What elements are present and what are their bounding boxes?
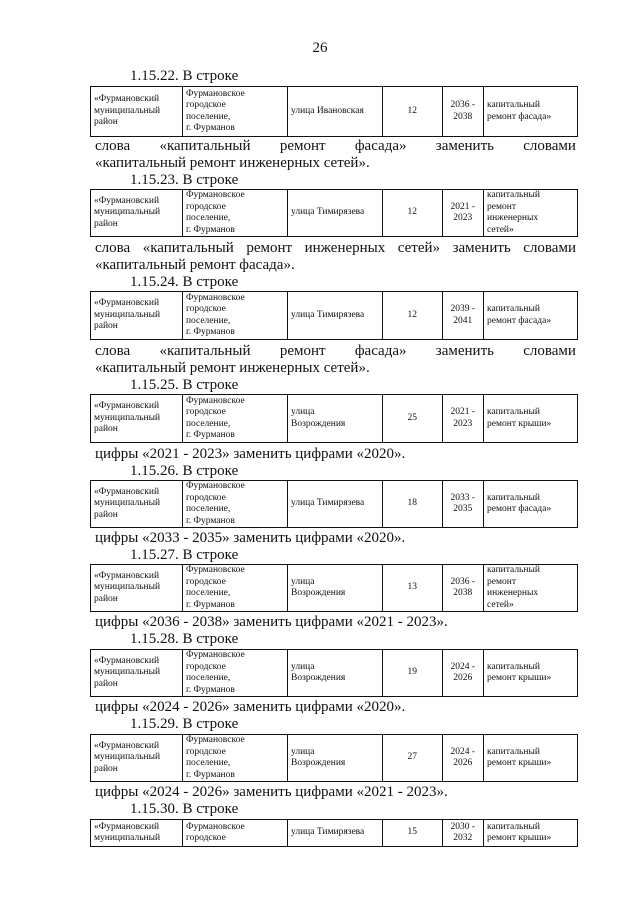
years-cell: 2036 - 2038 bbox=[450, 100, 476, 122]
house-cell: 27 bbox=[407, 752, 418, 763]
amendment-table bbox=[90, 480, 578, 528]
amendment-table bbox=[90, 819, 578, 847]
years-cell: 2021 - 2023 bbox=[450, 407, 476, 429]
district-cell: «Фурмановский муниципальный район bbox=[94, 195, 161, 229]
work-cell: капитальный ремонт крыши» bbox=[487, 407, 552, 429]
amendment-heading: 1.15.24. В строке bbox=[130, 274, 239, 290]
street-cell: улица Тимирязева bbox=[291, 827, 365, 838]
amendment-text-line: цифры «2024 - 2026» заменить цифрами «2021 - 2023». bbox=[95, 784, 448, 800]
settlement-cell: Фурмановское городское поселение, г. Фурманов bbox=[185, 650, 245, 695]
street-cell: улица Тимирязева bbox=[291, 309, 365, 320]
street-cell: улица Возрождения bbox=[291, 407, 346, 429]
street-cell: улица Тимирязева bbox=[291, 207, 365, 218]
table-row bbox=[91, 735, 578, 782]
table-row bbox=[91, 87, 578, 137]
amendment-text-line: слова «капитальный ремонт фасада» заменить словами bbox=[95, 343, 576, 359]
house-cell: 15 bbox=[407, 827, 418, 838]
amendment-heading: 1.15.23. В строке bbox=[130, 172, 239, 188]
years-cell: 2036 - 2038 bbox=[450, 576, 476, 598]
amendment-heading: 1.15.25. В строке bbox=[130, 377, 239, 393]
settlement-cell: Фурмановское городское поселение, г. Фурманов bbox=[185, 565, 245, 610]
years-cell: 2021 - 2023 bbox=[450, 201, 476, 223]
house-cell: 18 bbox=[407, 498, 418, 509]
amendment-text-line: цифры «2033 - 2035» заменить цифрами «2020». bbox=[95, 530, 406, 546]
district-cell: «Фурмановский муниципальный район bbox=[94, 94, 161, 128]
work-cell: капитальный ремонт инженерных сетей» bbox=[487, 190, 540, 235]
table-row bbox=[91, 565, 578, 612]
table-row bbox=[91, 481, 578, 528]
amendment-table bbox=[90, 291, 578, 340]
district-cell: «Фурмановский муниципальный район bbox=[94, 486, 161, 520]
years-cell: 2024 - 2026 bbox=[450, 661, 476, 683]
amendment-heading: 1.15.26. В строке bbox=[130, 463, 239, 479]
settlement-cell: Фурмановское городское поселение, г. Фурманов bbox=[185, 190, 245, 235]
amendment-text-line: «капитальный ремонт фасада». bbox=[95, 257, 295, 273]
house-cell: 19 bbox=[407, 667, 418, 678]
amendment-heading: 1.15.22. В строке bbox=[130, 68, 239, 84]
amendment-heading: 1.15.29. В строке bbox=[130, 716, 239, 732]
settlement-cell: Фурмановское городское поселение, г. Фурманов bbox=[185, 395, 245, 440]
amendment-heading: 1.15.27. В строке bbox=[130, 547, 239, 563]
years-cell: 2024 - 2026 bbox=[450, 746, 476, 768]
amendment-text-line: слова «капитальный ремонт фасада» заменить словами bbox=[95, 138, 576, 154]
amendment-text-line: цифры «2036 - 2038» заменить цифрами «2021 - 2023». bbox=[95, 614, 448, 630]
amendment-table bbox=[90, 86, 578, 137]
settlement-cell: Фурмановское городское поселение, г. Фурманов bbox=[185, 481, 245, 526]
amendment-table bbox=[90, 649, 578, 697]
district-cell: «Фурмановский муниципальный район bbox=[94, 401, 161, 435]
amendment-text-line: «капитальный ремонт инженерных сетей». bbox=[95, 360, 370, 376]
years-cell: 2030 - 2032 bbox=[450, 821, 476, 843]
work-cell: капитальный ремонт инженерных сетей» bbox=[487, 565, 540, 610]
amendment-text-line: цифры «2024 - 2026» заменить цифрами «2020». bbox=[95, 699, 406, 715]
settlement-cell: Фурмановское городское поселение, г. Фурманов bbox=[185, 88, 245, 133]
amendment-table bbox=[90, 394, 578, 443]
work-cell: капитальный ремонт крыши» bbox=[487, 746, 552, 768]
district-cell: «Фурмановский муниципальный район bbox=[94, 740, 161, 774]
amendment-table bbox=[90, 734, 578, 782]
amendment-heading: 1.15.28. В строке bbox=[130, 631, 239, 647]
amendment-text-line: цифры «2021 - 2023» заменить цифрами «2020». bbox=[95, 446, 406, 462]
street-cell: улица Возрождения bbox=[291, 576, 346, 598]
work-cell: капитальный ремонт фасада» bbox=[487, 304, 552, 326]
years-cell: 2039 - 2041 bbox=[450, 304, 476, 326]
amendment-text-line: слова «капитальный ремонт инженерных сетей» заменить словами bbox=[95, 240, 576, 256]
street-cell: улица Возрождения bbox=[291, 661, 346, 683]
table-row bbox=[91, 820, 578, 847]
years-cell: 2033 - 2035 bbox=[450, 492, 476, 514]
district-cell: «Фурмановский муниципальный район bbox=[94, 298, 161, 332]
house-cell: 12 bbox=[407, 309, 418, 320]
table-row bbox=[91, 650, 578, 697]
work-cell: капитальный ремонт крыши» bbox=[487, 821, 552, 843]
district-cell: «Фурмановский муниципальный район bbox=[94, 655, 161, 689]
house-cell: 13 bbox=[407, 582, 418, 593]
street-cell: улица Возрождения bbox=[291, 746, 346, 768]
work-cell: капитальный ремонт фасада» bbox=[487, 100, 552, 122]
work-cell: капитальный ремонт крыши» bbox=[487, 661, 552, 683]
district-cell: «Фурмановский муниципальный район bbox=[94, 570, 161, 604]
amendment-table bbox=[90, 189, 578, 237]
house-cell: 12 bbox=[407, 105, 418, 116]
amendment-table bbox=[90, 564, 578, 612]
page-number: 26 bbox=[312, 40, 328, 56]
district-cell: «Фурмановский муниципальный bbox=[94, 821, 161, 843]
amendment-text-line: «капитальный ремонт инженерных сетей». bbox=[95, 155, 370, 171]
settlement-cell: Фурмановское городское поселение, г. Фурманов bbox=[185, 735, 245, 780]
table-row bbox=[91, 292, 578, 340]
work-cell: капитальный ремонт фасада» bbox=[487, 492, 552, 514]
street-cell: улица Ивановская bbox=[291, 105, 364, 116]
settlement-cell: Фурмановское городское поселение, г. Фурманов bbox=[185, 292, 245, 337]
street-cell: улица Тимирязева bbox=[291, 498, 365, 509]
amendment-heading: 1.15.30. В строке bbox=[130, 801, 239, 817]
settlement-cell: Фурмановское городское bbox=[185, 821, 245, 843]
house-cell: 12 bbox=[407, 207, 418, 218]
table-row bbox=[91, 395, 578, 443]
table-row bbox=[91, 190, 578, 237]
house-cell: 25 bbox=[407, 412, 418, 423]
